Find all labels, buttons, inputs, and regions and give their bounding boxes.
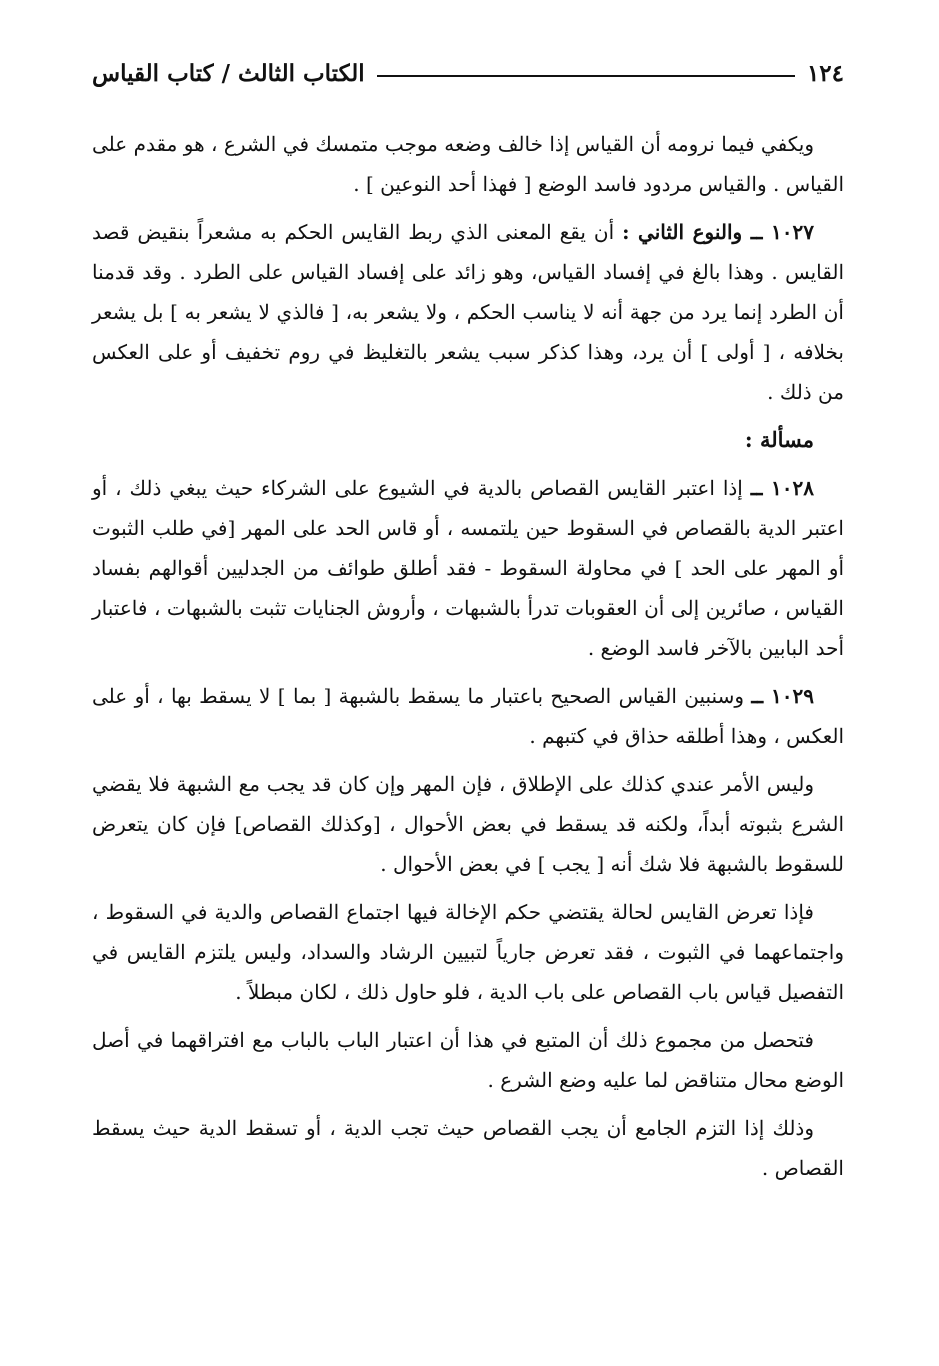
paragraph-text: إذا اعتبر القايس القصاص بالدية في الشيوع على الشركاء حيث يبغي ذلك ، أو اعتبر الدية بالقصاص في السقوط حين يلتمسه ، أو قاس الحد على المهر [في طلب الثبوت أو المهر على الحد ] في محاولة السقوط - فقد أطلق طوائف من الجدليين أقوالهم بفساد القياس ، صائرين إلى أن العقوبات تدرأ بالشبهات ، وأروش الجنايات تثبت بالشبهات ، فاعتبار أحد البابين بالآخر فاسد الوضع . bbox=[92, 476, 845, 660]
paragraph bbox=[92, 1020, 844, 1100]
paragraph-text: وليس الأمر عندي كذلك على الإطلاق ، فإن المهر وإن كان قد يجب مع الشبهة فلا يقضي الشرع بثبوته أبداً، ولكنه قد يسقط في بعض الأحوال ، [وكذلك القصاص] فإن كان يتعرض للسقوط بالشبهة فلا شك أنه [ يجب ] في بعض الأحوال . bbox=[92, 772, 844, 876]
paragraph-text: فتحصل من مجموع ذلك أن المتبع في هذا أن اعتبار الباب بالباب مع افتراقهما في أصل الوضع محال متناقض لما عليه وضع الشرع . bbox=[92, 1028, 844, 1092]
paragraph-number-lead: ١٠٢٩ ــ bbox=[751, 684, 815, 708]
header-rule bbox=[377, 75, 795, 77]
book-page bbox=[92, 52, 844, 1342]
paragraph-number-lead: ١٠٢٧ ــ والنوع الثاني : bbox=[622, 220, 814, 244]
paragraph bbox=[92, 892, 844, 1012]
section-heading: مسألة : bbox=[744, 427, 814, 452]
running-header bbox=[92, 52, 844, 96]
body-text bbox=[92, 124, 844, 1188]
paragraph-text: ويكفي فيما نرومه أن القياس إذا خالف وضعه موجب متمسك في الشرع ، هو مقدم على القياس . والقياس مردود فاسد الوضع [ فهذا أحد النوعين ] . bbox=[92, 132, 844, 196]
numbered-paragraph-1029 bbox=[92, 676, 844, 756]
page-number: ١٢٤ bbox=[806, 60, 844, 87]
paragraph bbox=[92, 764, 844, 884]
running-title: الكتاب الثالث / كتاب القياس bbox=[92, 60, 365, 87]
paragraph-number-lead: ١٠٢٨ ــ bbox=[750, 476, 815, 500]
paragraph-text: وذلك إذا التزم الجامع أن يجب القصاص حيث تجب الدية ، أو تسقط الدية حيث يسقط القصاص . bbox=[92, 1116, 844, 1180]
paragraph-text: فإذا تعرض القايس لحالة يقتضي حكم الإخالة فيها اجتماع القصاص والدية في السقوط ، واجتماعهما في الثبوت ، فقد تعرض جارياً لتبيين الرشاد والسداد، وليس يلتزم القايس في التفصيل قياس باب القصاص على باب الدية ، فلو حاول ذلك ، لكان مبطلاً . bbox=[92, 900, 844, 1004]
paragraph-text: أن يقع المعنى الذي ربط القايس الحكم به مشعراً بنقيض قصد القايس . وهذا بالغ في إفساد القياس، وهو زائد على إفساد القياس على الطرد . وقد قدمنا أن الطرد إنما يرد من جهة أنه لا يناسب الحكم ، ولا يشعر به، [ فالذي لا يشعر به ] بل يشعر بخلافه ، [ أولى ] أن يرد، وهذا كذكر سبب يشعر بالتغليظ في روم تخفيف أو على العكس من ذلك . bbox=[92, 220, 844, 404]
numbered-paragraph-1027 bbox=[92, 212, 844, 412]
paragraph bbox=[92, 124, 844, 204]
paragraph bbox=[92, 1108, 844, 1188]
numbered-paragraph-1028 bbox=[92, 468, 844, 668]
paragraph-text: وسنبين القياس الصحيح باعتبار ما يسقط بالشبهة [ بما ] لا يسقط بها ، أو على العكس ، وهذا أطلقه حذاق في كتبهم . bbox=[92, 684, 844, 748]
